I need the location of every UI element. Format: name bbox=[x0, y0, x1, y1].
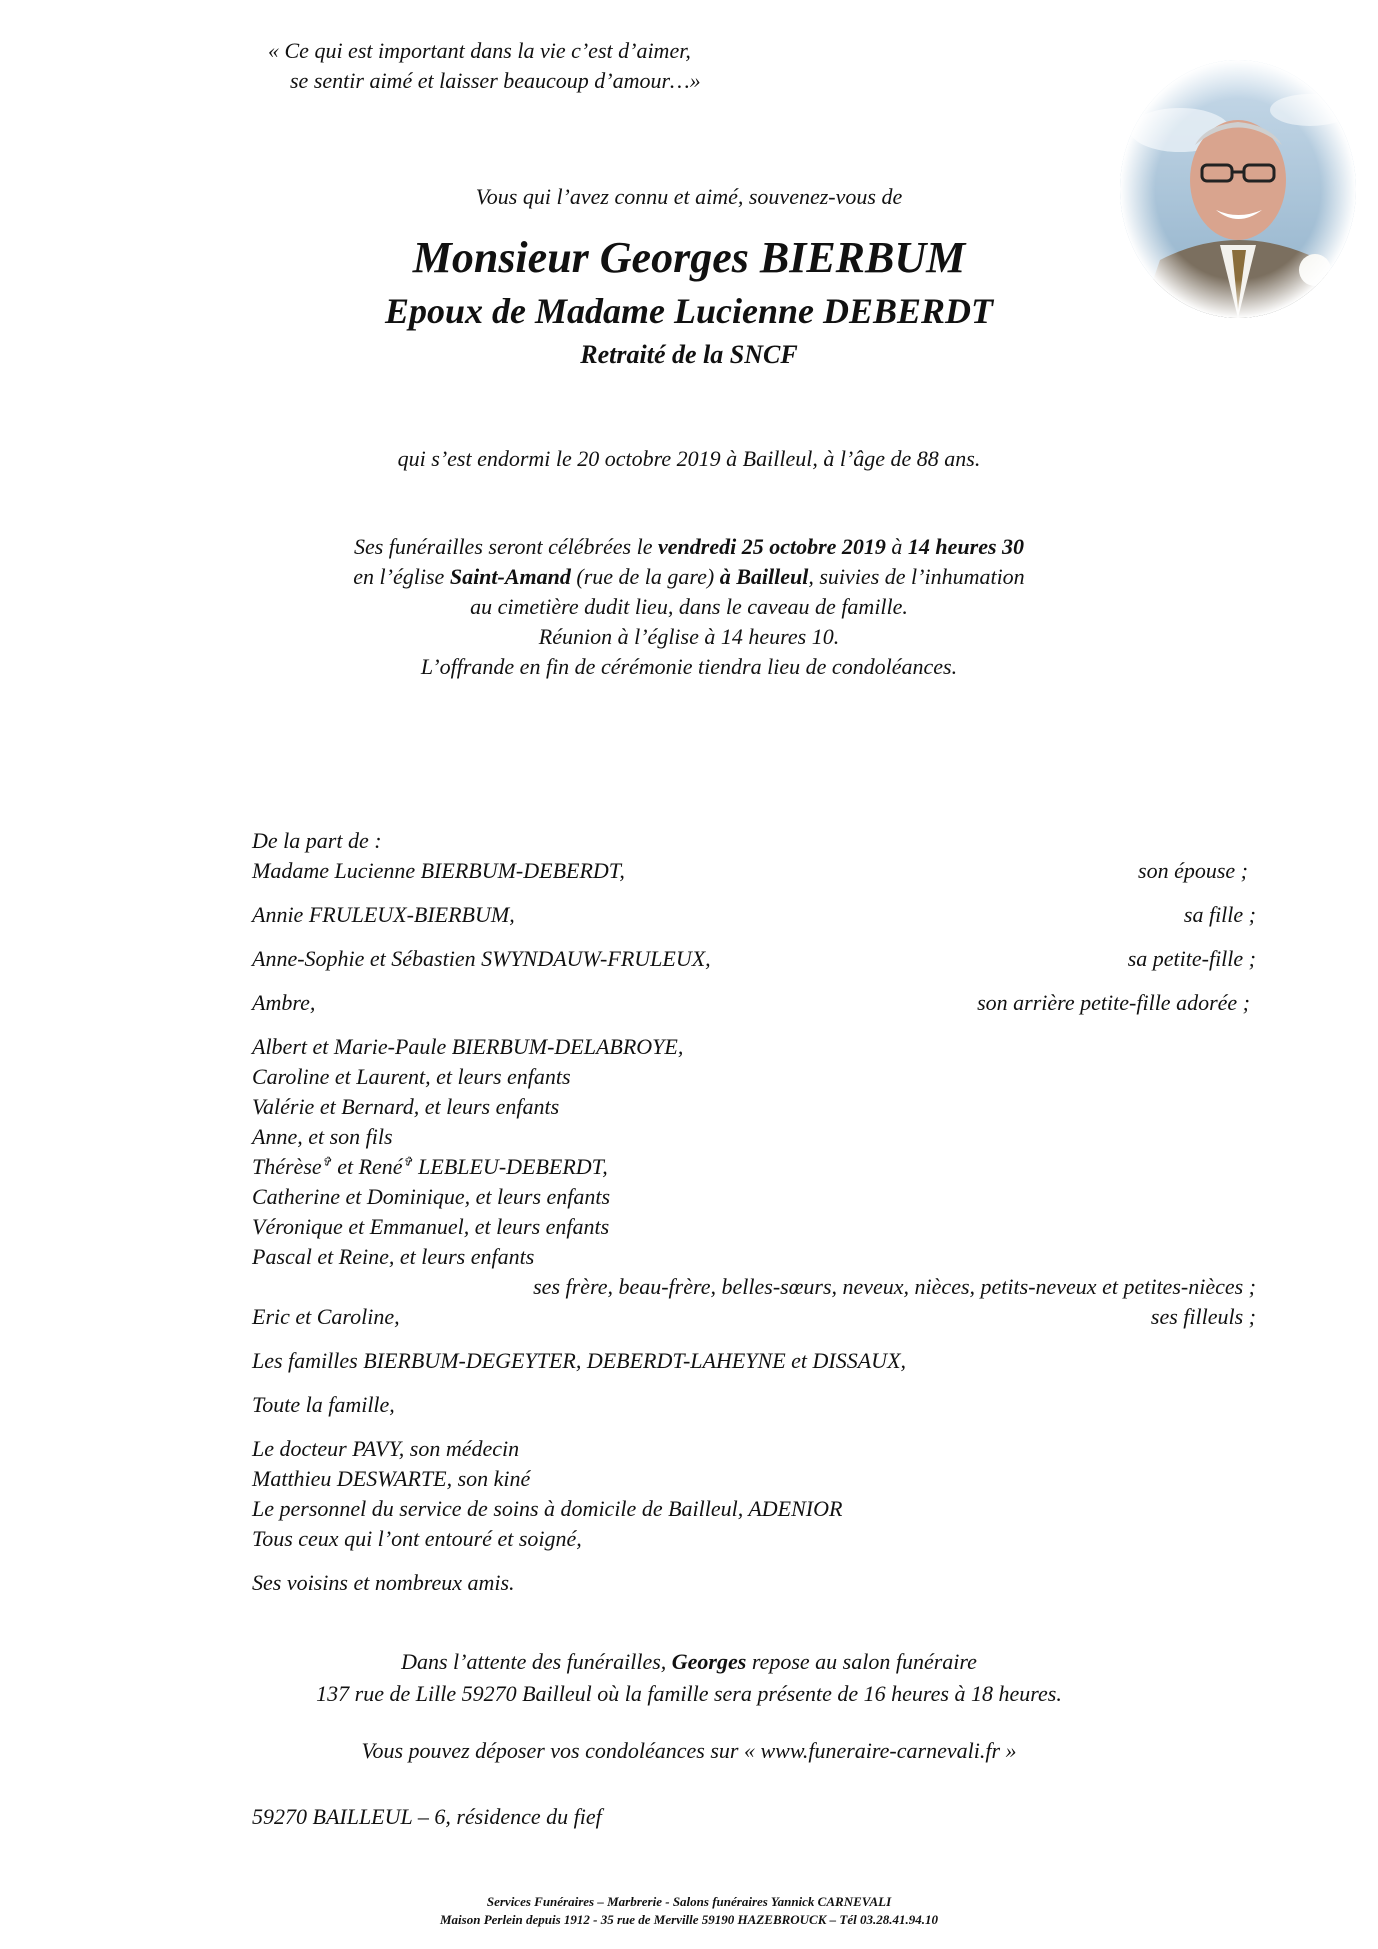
spouse-line: Epoux de Madame Lucienne DEBERDT bbox=[384, 291, 994, 331]
family-row bbox=[252, 988, 1256, 1018]
sibling-line: Catherine et Dominique, et leurs enfants bbox=[252, 1184, 611, 1209]
quote-line-2: se sentir aimé et laisser beaucoup d’amour…» bbox=[290, 68, 701, 93]
home-address: 59270 BAILLEUL – 6, résidence du fief bbox=[252, 1804, 602, 1829]
care-line: Matthieu DESWARTE, son kiné bbox=[252, 1466, 531, 1491]
condolences-line: Vous pouvez déposer vos condoléances sur « www.funeraire-carnevali.fr » bbox=[361, 1738, 1017, 1763]
funeral-text: en l’église bbox=[353, 564, 450, 589]
cross-icon: ✞ bbox=[321, 1154, 332, 1169]
sibling-line: Anne, et son fils bbox=[252, 1124, 393, 1149]
sibling-line: Albert et Marie-Paule BIERBUM-DELABROYE, bbox=[252, 1034, 684, 1059]
families-line: Les familles BIERBUM-DEGEYTER, DEBERDT-LAHEYNE et DISSAUX, bbox=[252, 1348, 907, 1373]
funeral-town: à Bailleul bbox=[719, 564, 809, 589]
family-row bbox=[252, 1302, 1256, 1332]
family-relation: son arrière petite-fille adorée ; bbox=[977, 990, 1250, 1015]
sibling-name: et René bbox=[331, 1154, 403, 1179]
sibling-name: Thérèse bbox=[252, 1154, 322, 1179]
family-list bbox=[252, 826, 1256, 1598]
family-member: Annie FRULEUX-BIERBUM, bbox=[252, 902, 515, 927]
funeral-text: , suivies de l’inhumation bbox=[808, 564, 1025, 589]
family-member: Ambre, bbox=[252, 990, 316, 1015]
neighbours-line: Ses voisins et nombreux amis. bbox=[252, 1570, 515, 1595]
viewing-text: Dans l’attente des funérailles, bbox=[401, 1649, 672, 1674]
funeral-line-5: L’offrande en fin de cérémonie tiendra lieu de condoléances. bbox=[420, 654, 958, 679]
sibling-line bbox=[252, 1152, 1256, 1182]
family-row bbox=[252, 900, 1256, 930]
quote-line-1: « Ce qui est important dans la vie c’est d’aimer, bbox=[268, 38, 691, 63]
sibling-name: LEBLEU-DEBERDT, bbox=[412, 1154, 608, 1179]
funeral-line-4: Réunion à l’église à 14 heures 10. bbox=[538, 624, 840, 649]
deceased-first-name: Georges bbox=[671, 1649, 747, 1674]
family-relation: sa petite-fille ; bbox=[1127, 946, 1256, 971]
viewing-text: repose au salon funéraire bbox=[746, 1649, 977, 1674]
family-member: Anne-Sophie et Sébastien SWYNDAUW-FRULEUX, bbox=[252, 946, 711, 971]
family-relation: ses filleuls ; bbox=[1150, 1304, 1256, 1329]
funeral-line-2 bbox=[0, 562, 1378, 592]
care-block bbox=[252, 1434, 1256, 1554]
funeral-text: (rue de la gare) bbox=[570, 564, 720, 589]
death-notice: qui s’est endormi le 20 octobre 2019 à Bailleul, à l’âge de 88 ans. bbox=[397, 446, 981, 471]
funeral-text: à bbox=[885, 534, 908, 559]
family-relation: sa fille ; bbox=[1183, 902, 1256, 927]
epigraph-quote bbox=[268, 36, 701, 96]
funeral-time: 14 heures 30 bbox=[907, 534, 1025, 559]
footer-line-1: Services Funéraires – Marbrerie - Salons funéraires Yannick CARNEVALI bbox=[486, 1894, 892, 1909]
care-line: Le docteur PAVY, son médecin bbox=[252, 1436, 520, 1461]
funeral-line-1 bbox=[0, 532, 1378, 562]
deceased-name: Monsieur Georges BIERBUM bbox=[412, 233, 966, 282]
funeral-text: Ses funérailles seront célébrées le bbox=[353, 534, 658, 559]
church-name: Saint-Amand bbox=[449, 564, 571, 589]
occupation-line: Retraité de la SNCF bbox=[580, 340, 798, 369]
sibling-line: Caroline et Laurent, et leurs enfants bbox=[252, 1064, 571, 1089]
viewing-info bbox=[0, 1646, 1378, 1710]
funeral-home-footer bbox=[0, 1893, 1378, 1929]
all-family-line: Toute la famille, bbox=[252, 1392, 395, 1417]
family-member: Madame Lucienne BIERBUM-DEBERDT, bbox=[252, 858, 625, 883]
family-header: De la part de : bbox=[252, 828, 382, 853]
footer-line-2: Maison Perlein depuis 1912 - 35 rue de Merville 59190 HAZEBROUCK – Tél 03.28.41.94.10 bbox=[440, 1912, 938, 1927]
funeral-details bbox=[0, 532, 1378, 682]
sibling-line: Pascal et Reine, et leurs enfants bbox=[252, 1244, 535, 1269]
siblings-relation: ses frère, beau-frère, belles-sœurs, neveux, nièces, petits-neveux et petites-nièces ; bbox=[533, 1274, 1256, 1299]
viewing-line-2: 137 rue de Lille 59270 Bailleul où la famille sera présente de 16 heures à 18 heures. bbox=[316, 1681, 1062, 1706]
viewing-line-1 bbox=[0, 1646, 1378, 1678]
siblings-block bbox=[252, 1032, 1256, 1302]
care-line: Le personnel du service de soins à domicile de Bailleul, ADENIOR bbox=[252, 1496, 843, 1521]
family-member: Eric et Caroline, bbox=[252, 1304, 400, 1329]
funeral-line-3: au cimetière dudit lieu, dans le caveau de famille. bbox=[470, 594, 908, 619]
sibling-line: Valérie et Bernard, et leurs enfants bbox=[252, 1094, 560, 1119]
sibling-line: Véronique et Emmanuel, et leurs enfants bbox=[252, 1214, 610, 1239]
family-row bbox=[252, 856, 1256, 886]
family-row bbox=[252, 944, 1256, 974]
funeral-date: vendredi 25 octobre 2019 bbox=[658, 534, 886, 559]
family-relation: son épouse ; bbox=[1138, 858, 1248, 883]
cross-icon: ✞ bbox=[402, 1154, 413, 1169]
intro-line: Vous qui l’avez connu et aimé, souvenez-vous de bbox=[475, 184, 903, 209]
care-line: Tous ceux qui l’ont entouré et soigné, bbox=[252, 1526, 582, 1551]
